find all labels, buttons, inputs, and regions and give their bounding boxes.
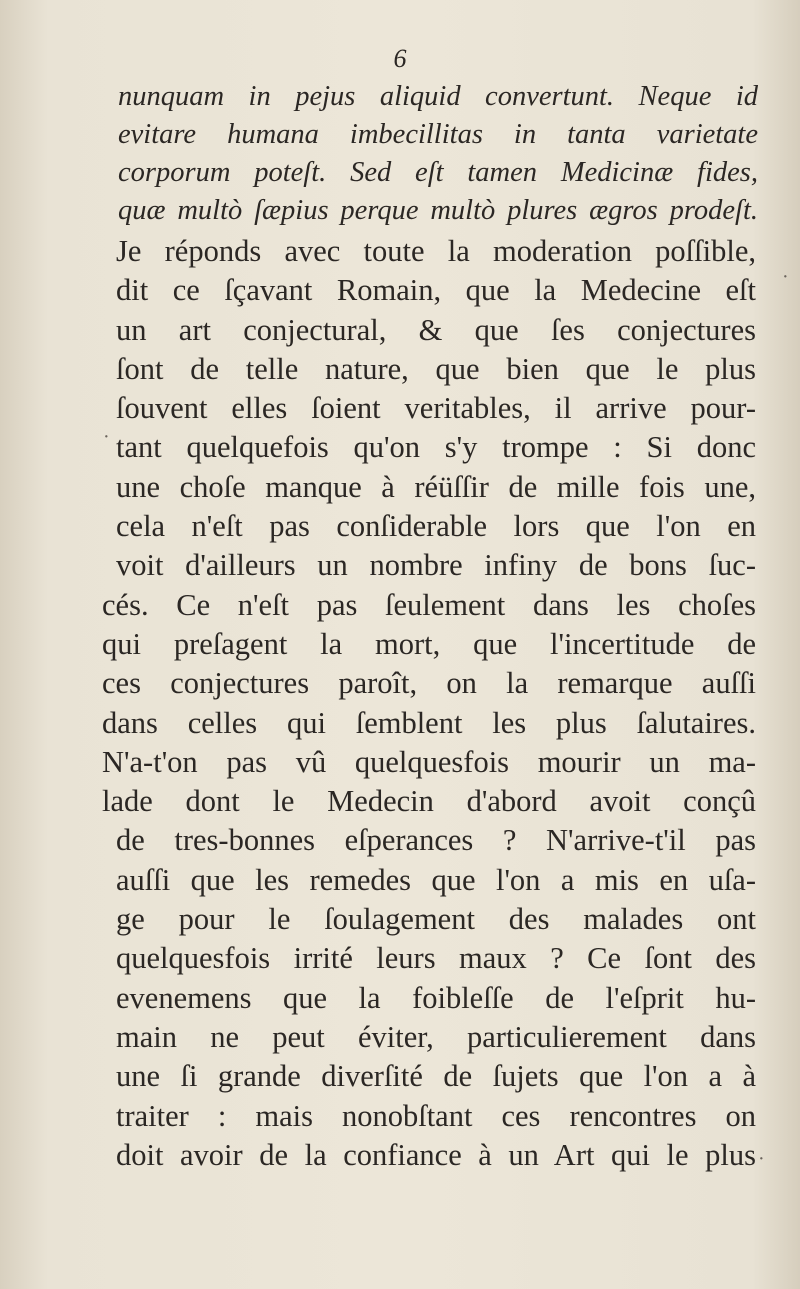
french-line-22: une ſi grande diverſité de ſujets que l'on a à <box>116 1059 756 1094</box>
latin-line-2: evitare humana imbecillitas in tanta varietate <box>118 119 758 150</box>
french-line-20: evenemens que la foibleſſe de l'eſprit hu- <box>116 980 756 1015</box>
latin-line-4: quæ multò ſæpius perque multò plures ægros prodeſt. <box>118 195 758 226</box>
french-line-14: N'a-t'on pas vû quelquesfois mourir un ma- <box>102 744 756 779</box>
french-line-23: traiter : mais nonobſtant ces rencontres on <box>116 1098 756 1133</box>
french-line-8: cela n'eſt pas conſiderable lors que l'on en <box>116 509 756 544</box>
french-line-2: dit ce ſçavant Romain, que la Medecine eſt <box>116 273 756 308</box>
french-paragraph <box>102 232 756 1175</box>
french-line-11: qui preſagent la mort, que l'incertitude de <box>102 626 756 661</box>
french-line-4: ſont de telle nature, que bien que le plus <box>116 351 756 386</box>
latin-line-3: corporum poteſt. Sed eſt tamen Medicinæ fides, <box>118 157 758 188</box>
french-line-18: ge pour le ſoulagement des malades ont <box>116 902 756 937</box>
latin-quotation <box>118 78 758 230</box>
french-line-13: dans celles qui ſemblent les plus ſalutaires. <box>102 705 756 740</box>
french-line-17: auſſi que les remedes que l'on a mis en uſa- <box>116 862 756 897</box>
french-line-1: Je réponds avec toute la moderation poſſible, <box>116 234 756 268</box>
french-line-6: tant quelquefois qu'on s'y trompe : Si donc <box>116 430 756 465</box>
french-line-10: cés. Ce n'eſt pas ſeulement dans les choſes <box>102 587 756 622</box>
latin-line-1: nunquam in pejus aliquid convertunt. Neque id <box>118 81 758 112</box>
margin-dot-mark: · <box>782 266 789 288</box>
margin-dot-mark: · <box>103 426 110 448</box>
margin-dot-mark: · <box>758 1148 765 1170</box>
french-line-9: voit d'ailleurs un nombre infiny de bons ſuc- <box>116 548 756 583</box>
french-line-15: lade dont le Medecin d'abord avoit conçû <box>102 784 756 819</box>
page-number: 6 <box>393 44 407 73</box>
french-line-16: de tres-bonnes eſperances ? N'arrive-t'il pas <box>116 823 756 858</box>
french-line-7: une choſe manque à réüſſir de mille fois une, <box>116 469 756 504</box>
french-line-24: doit avoir de la confiance à un Art qui le plus <box>116 1137 756 1172</box>
french-line-5: ſouvent elles ſoient veritables, il arrive pour- <box>116 391 756 426</box>
french-line-21: main ne peut éviter, particulierement dans <box>116 1019 756 1054</box>
french-line-12: ces conjectures paroît, on la remarque auſſi <box>102 666 756 701</box>
french-line-3: un art conjectural, & que ſes conjectures <box>116 312 756 347</box>
french-line-19: quelquesfois irrité leurs maux ? Ce ſont des <box>116 941 756 976</box>
